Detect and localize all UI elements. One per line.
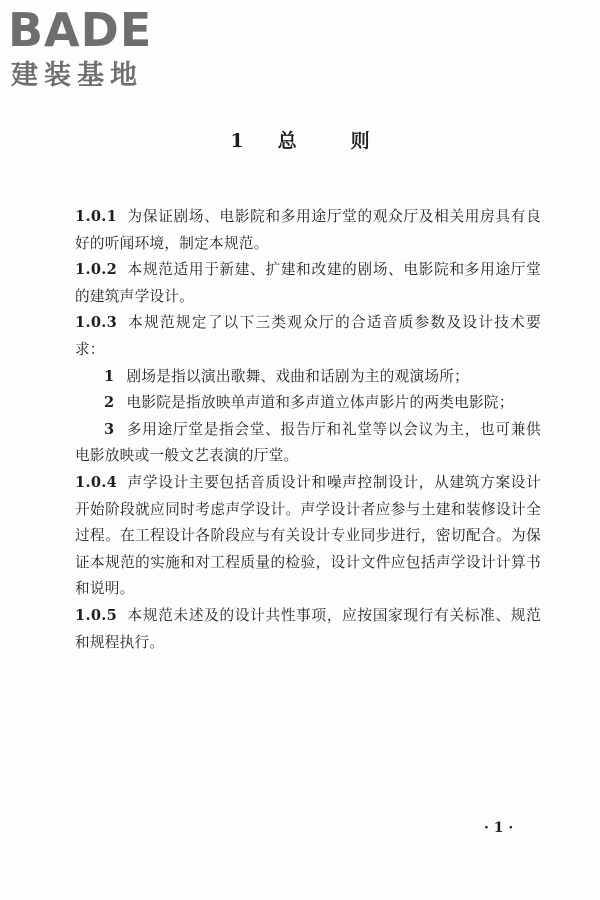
item-number: 1 — [104, 367, 115, 385]
list-item-2 — [75, 390, 541, 417]
clause-text: 本规范适用于新建、扩建和改建的剧场、电影院和多用途厅堂的建筑声学设计。 — [75, 261, 541, 305]
clause-number: 1.0.5 — [75, 606, 118, 624]
chapter-number: 1 — [230, 130, 244, 152]
clause-text: 本规范规定了以下三类观众厅的合适音质参数及设计技术要求： — [75, 314, 541, 358]
logo-brand: BADE — [8, 3, 153, 57]
chapter-title-part1: 总 — [277, 130, 297, 152]
clause-1-0-3 — [75, 310, 541, 363]
clause-number: 1.0.3 — [75, 314, 118, 332]
item-text: 剧场是指以演出歌舞、戏曲和话剧为主的观演场所； — [126, 367, 470, 385]
item-text: 多用途厅堂是指会堂、报告厅和礼堂等以会议为主，也可兼供电影放映或一般文艺表演的厅堂。 — [75, 420, 541, 465]
item-number: 2 — [104, 394, 115, 412]
clause-1-0-1 — [75, 204, 541, 257]
clause-number: 1.0.2 — [75, 261, 118, 279]
item-text: 电影院是指放映单声道和多声道立体声影片的两类电影院； — [126, 394, 514, 412]
clause-1-0-5 — [75, 603, 541, 656]
clause-1-0-4 — [75, 470, 541, 603]
list-item-3 — [75, 417, 541, 470]
clause-text: 声学设计主要包括音质设计和噪声控制设计，从建筑方案设计开始阶段就应同时考虑声学设计。声学设计者应参与土建和装修设计全过程。在工程设计各阶段应与有关设计专业同步进行，密切配合。为保证本规范的实施和对工程质量的检验，设计文件应包括声学设计计算书和说明。 — [75, 473, 541, 598]
clause-1-0-2 — [75, 257, 541, 310]
item-number: 3 — [104, 420, 115, 438]
bade-logo-watermark — [8, 4, 178, 94]
document-body — [75, 204, 541, 656]
clause-text: 本规范未述及的设计共性事项，应按国家现行有关标准、规范和规程执行。 — [75, 606, 541, 651]
clause-number: 1.0.1 — [75, 208, 118, 225]
logo-subtitle: 建装基地 — [11, 60, 143, 91]
list-item-1 — [75, 364, 541, 391]
chapter-heading — [0, 126, 600, 156]
page-number: · 1 · — [484, 820, 514, 836]
chapter-title-part2: 则 — [350, 130, 370, 152]
clause-text: 为保证剧场、电影院和多用途厅堂的观众厅及相关用房具有良好的听闻环境，制定本规范。 — [75, 208, 541, 252]
clause-number: 1.0.4 — [75, 473, 118, 491]
